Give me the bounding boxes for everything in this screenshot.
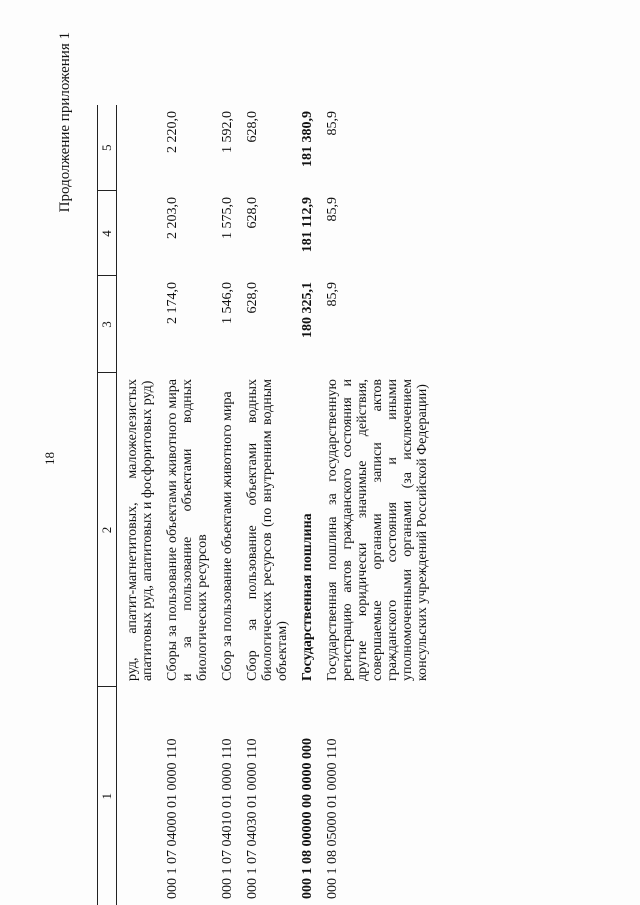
row-value-3: 2 174,0 (165, 282, 180, 324)
table-row (317, 105, 432, 905)
continuation-label: Продолжение приложения 1 (57, 32, 73, 213)
row-value-3: 628,0 (245, 282, 260, 314)
column-header: 3 (98, 276, 117, 373)
row-value-3: 180 325,1 (300, 282, 315, 338)
budget-table (97, 105, 432, 905)
column-header: 1 (98, 687, 117, 905)
page-number: 18 (42, 452, 57, 465)
row-value-3: 85,9 (325, 282, 340, 307)
row-value-4: 1 575,0 (220, 197, 235, 239)
row-value-4 (117, 191, 158, 276)
row-value-4: 85,9 (325, 197, 340, 222)
column-header: 2 (98, 373, 117, 687)
row-value-5 (117, 105, 158, 191)
row-name: Сбор за пользование объектами водных биологических ресурсов (по внутренним водным объектам) (245, 379, 290, 681)
table-row (157, 105, 212, 905)
row-value-3 (117, 276, 158, 373)
row-value-5: 85,9 (325, 111, 340, 136)
table-row-total (292, 105, 317, 905)
row-name: Государственная пошлина за государственную регистрацию актов гражданского состояния и другие юридически значимые действия, совершаемые органами записи актов гражданского состояния и иными уполномоченными органами (за исключением консульских учреждений Российской Федерации) (325, 379, 430, 681)
table-row (237, 105, 292, 905)
row-value-5: 1 592,0 (220, 111, 235, 153)
table-row (212, 105, 237, 905)
row-code (117, 687, 158, 905)
row-code: 000 1 08 05000 01 0000 110 (325, 738, 340, 899)
header-row (98, 105, 117, 905)
row-value-3: 1 546,0 (220, 282, 235, 324)
row-value-4: 181 112,9 (300, 197, 315, 253)
row-code: 000 1 07 04010 01 0000 110 (220, 738, 235, 899)
row-code: 000 1 08 00000 00 0000 000 (300, 738, 315, 899)
row-name: Сбор за пользование объектами животного мира (220, 391, 235, 681)
row-value-4: 628,0 (245, 197, 260, 229)
row-value-5: 2 220,0 (165, 111, 180, 153)
row-value-5: 628,0 (245, 111, 260, 143)
column-header: 5 (98, 105, 117, 191)
row-name: Сборы за пользование объектами животного мира и за пользование объектами водных биологических ресурсов (165, 379, 210, 681)
row-name: Государственная пошлина (300, 513, 315, 681)
row-code: 000 1 07 04030 01 0000 110 (245, 738, 260, 899)
table-row (117, 105, 158, 905)
row-value-5: 181 380,9 (300, 111, 315, 167)
row-name: руд, апатит-магнетитовых, маложелезистых апатитовых руд, апатитовых и фосфоритовых руд) (125, 379, 155, 681)
row-value-4: 2 203,0 (165, 197, 180, 239)
row-code: 000 1 07 04000 01 0000 110 (165, 738, 180, 899)
column-header: 4 (98, 191, 117, 276)
